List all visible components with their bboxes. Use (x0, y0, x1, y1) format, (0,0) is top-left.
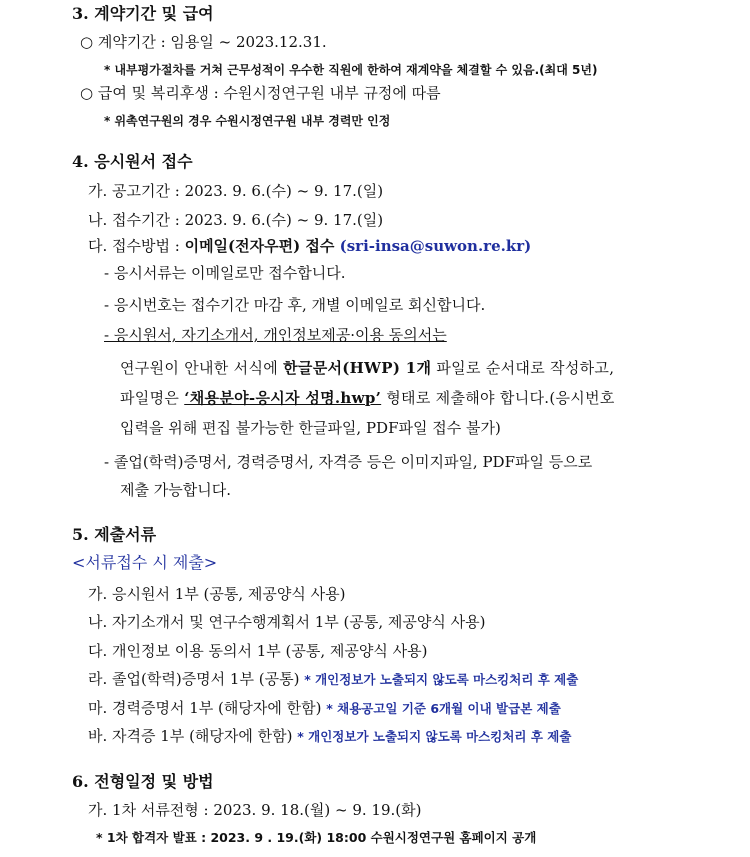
email-only-bullet: - 응시서류는 이메일로만 접수합니다. (104, 264, 346, 282)
application-email-link[interactable]: (sri-insa@suwon.re.kr) (339, 237, 532, 255)
hwp-instruction-line-2: 파일명은 ‘채용분야-응시자 성명.hwp’ 형태로 제출해야 합니다.(응시번호 (120, 389, 615, 407)
section-4-heading: 4. 응시원서 접수 (72, 152, 193, 171)
application-method-value: 이메일(전자우편) 접수 (184, 237, 340, 255)
doc-license: 바. 자격증 1부 (해당자에 한함) * 개인정보가 노출되지 않도록 마스킹처리 후 제출 (88, 727, 572, 745)
researcher-career-note: * 위촉연구원의 경우 수원시정연구원 내부 경력만 인정 (104, 114, 391, 128)
issue-date-note: * 채용공고일 기준 6개월 이내 발급본 제출 (326, 701, 561, 716)
certificates-bullet-line-1: - 졸업(학력)증명서, 경력증명서, 자격증 등은 이미지파일, PDF파일 등으로 (104, 453, 593, 471)
masking-note: * 개인정보가 노출되지 않도록 마스킹처리 후 제출 (304, 672, 579, 687)
section-5-heading: 5. 제출서류 (72, 525, 157, 544)
application-method (88, 236, 531, 256)
certificates-bullet-line-2: 제출 가능합니다. (120, 481, 231, 499)
first-result-announcement-note: * 1차 합격자 발표 : 2023. 9 . 19.(화) 18:00 수원시정연구원 홈페이지 공개 (96, 830, 537, 845)
hwp-format-emphasis: 한글문서(HWP) 1개 (283, 359, 432, 377)
doc-self-introduction: 나. 자기소개서 및 연구수행계획서 1부 (공통, 제공양식 사용) (88, 613, 486, 631)
filename-format-emphasis: ‘채용분야-응시자 성명.hwp’ (184, 389, 382, 407)
applicant-number-bullet: - 응시번호는 접수기간 마감 후, 개별 이메일로 회신합니다. (104, 296, 486, 314)
salary-item: ○ 급여 및 복리후생 : 수원시정연구원 내부 규정에 따름 (80, 84, 441, 102)
required-forms-bullet: - 응시원서, 자기소개서, 개인정보제공·이용 동의서는 (104, 326, 447, 344)
section-3-heading: 3. 계약기간 및 급여 (72, 4, 214, 23)
masking-note: * 개인정보가 노출되지 않도록 마스킹처리 후 제출 (297, 729, 572, 744)
doc-privacy-consent: 다. 개인정보 이용 동의서 1부 (공통, 제공양식 사용) (88, 642, 428, 660)
hwp-instruction-line-1: 연구원이 안내한 서식에 한글문서(HWP) 1개 파일로 순서대로 작성하고, (120, 359, 615, 377)
doc-graduation-certificate: 라. 졸업(학력)증명서 1부 (공통) * 개인정보가 노출되지 않도록 마스킹처리 후 제출 (88, 670, 579, 688)
contract-renewal-note: * 내부평가절차를 거쳐 근무성적이 우수한 직원에 한하여 재계약을 체결할 수 있음.(최대 5년) (104, 63, 598, 77)
hwp-instruction-line-3: 입력을 위해 편집 불가능한 한글파일, PDF파일 접수 불가) (120, 419, 501, 437)
contract-period-item: ○ 계약기간 : 임용일 ~ 2023.12.31. (80, 33, 327, 51)
doc-application-form: 가. 응시원서 1부 (공통, 제공양식 사용) (88, 585, 346, 603)
section-6-heading: 6. 전형일정 및 방법 (72, 772, 214, 791)
first-screening-schedule: 가. 1차 서류전형 : 2023. 9. 18.(월) ~ 9. 19.(화) (88, 801, 422, 819)
application-method-label: 다. 접수방법 : (88, 237, 185, 255)
document-submission-subheading: <서류접수 시 제출> (72, 553, 218, 572)
doc-career-certificate: 마. 경력증명서 1부 (해당자에 한함) * 채용공고일 기준 6개월 이내 발급본 제출 (88, 699, 561, 717)
announcement-period: 가. 공고기간 : 2023. 9. 6.(수) ~ 9. 17.(일) (88, 182, 384, 200)
application-period: 나. 접수기간 : 2023. 9. 6.(수) ~ 9. 17.(일) (88, 211, 384, 229)
